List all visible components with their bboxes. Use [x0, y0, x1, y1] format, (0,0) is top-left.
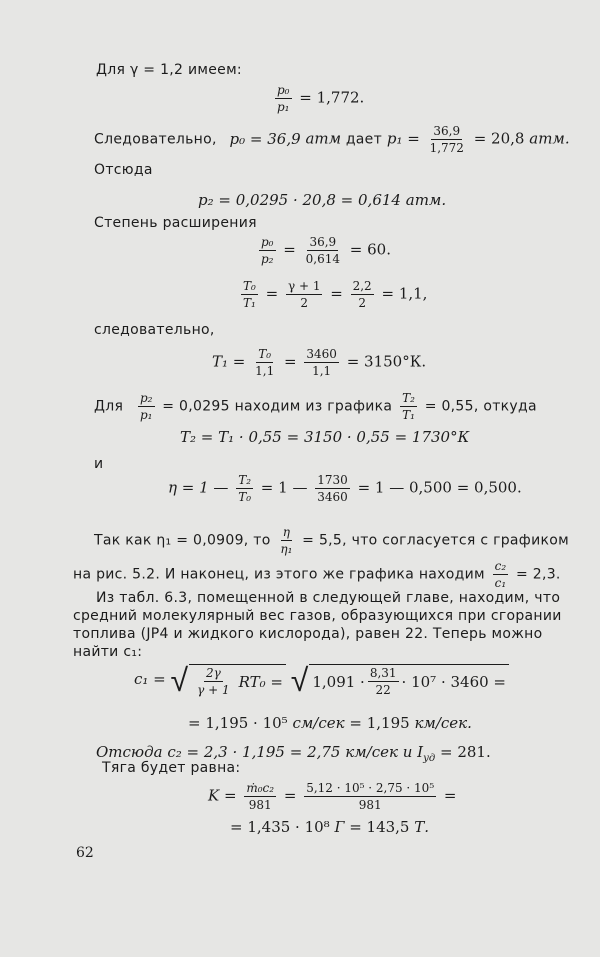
and-line: и — [94, 456, 104, 472]
para2-n: c₂ — [494, 559, 507, 573]
eq12-d1: 981 — [248, 798, 272, 812]
line2-den: 1,772 — [429, 141, 464, 155]
line2-gives: дает — [345, 131, 383, 148]
equation-thrust-result — [230, 818, 429, 836]
eq12-lhs: K = — [208, 786, 237, 805]
eq4-n3: 2,2 — [352, 279, 372, 293]
eq12-rhs: = — [443, 786, 457, 805]
eq4-d2: 2 — [300, 296, 309, 310]
eq8-d2: 3460 — [317, 490, 348, 504]
equation-thrust: K = $\frac{\text{ṁ₀c₂}}{981}$ = $\frac{\text{5,12 · 10⁵ · 2,75 · 10⁵}}{981}$ = — [208, 781, 457, 812]
line2-a: p₀ = 36,9 — [229, 129, 301, 148]
eq4-d3: 2 — [358, 296, 366, 310]
eq4-n2: γ + 1 — [287, 279, 321, 293]
line-p1-result — [94, 125, 570, 154]
eq2-unit: атм. — [405, 191, 447, 209]
eq8-mid: = 1 — — [260, 478, 308, 497]
line2-rhs: = 20,8 — [473, 129, 525, 148]
eq9-rt: RT₀ = — [238, 672, 283, 691]
line6-n1: p₂ — [140, 391, 153, 405]
eq12-n1: ṁ₀c₂ — [246, 781, 275, 795]
line6-dlya: Для — [94, 398, 124, 415]
eq5-d2: 1,1 — [312, 364, 332, 378]
equation-ratio-p0-p1 — [272, 84, 364, 113]
line6-rhs: = 0,55, откуда — [424, 398, 537, 415]
line11-a: Отсюда c₂ = 2,3 · 1,195 = 2,75 — [96, 743, 341, 761]
eq10-u1: см/сек — [292, 714, 345, 732]
sqrt-1: √ $\frac{2\gamma}{\gamma + 1}$ RT₀ = — [171, 664, 286, 696]
line2-word: Следовательно, — [94, 131, 217, 148]
line2-p1: p₁ = — [386, 129, 420, 148]
eq5-lhs: T₁ = — [212, 352, 246, 371]
eq3-d1: p₂ — [261, 252, 274, 266]
eq9-rd: γ + 1 — [197, 683, 230, 697]
eq9-rn: 2γ — [205, 666, 221, 680]
line2-num: 36,9 — [433, 124, 461, 138]
line6-n2: T₂ — [402, 391, 415, 405]
equation-p2 — [198, 191, 446, 209]
line11-c: = 281. — [440, 743, 491, 761]
paragraph-comparison-1 — [94, 526, 569, 555]
eq10-a: = 1,195 · 10⁵ — [188, 714, 288, 732]
para3-line-2: средний молекулярный вес газов, образующихся при сгорании — [73, 608, 562, 624]
eq8-rhs: = 1 — 0,500 = 0,500. — [357, 478, 522, 497]
para2-a: на рис. 5.2. И наконец, из этого же графика находим — [73, 566, 485, 583]
equation-t1: T₁ = $\frac{\text{T₀}}{1,1}$ = $\frac{3460}{1,1}$ = 3150°К. — [212, 347, 427, 378]
eq4-n1: T₀ — [243, 279, 256, 293]
eq5-d1: 1,1 — [255, 364, 275, 378]
eq5-rhs: = 3150°К. — [346, 352, 427, 371]
eq9-bt: · 10⁷ · 3460 = — [401, 672, 506, 691]
equation-efficiency — [168, 474, 522, 503]
eq8-n1: T₂ — [238, 473, 252, 487]
eq3-rhs: = 60. — [349, 240, 391, 259]
line6-d1: p₁ — [140, 408, 153, 422]
eq1-rhs: = 1,772. — [299, 88, 365, 107]
eq5-n1: T₀ — [258, 347, 272, 361]
sqrt-2: √ 1,091 · $\frac{8,31}{22}$ · 10⁷ · 3460 = — [291, 664, 509, 696]
eq3-n2: 36,9 — [309, 235, 337, 249]
para1-n: η — [282, 525, 290, 539]
equation-t2: T₂ = T₁ · 0,55 = 3150 · 0,55 = 1730°К — [180, 428, 470, 446]
eq12-n2: 5,12 · 10⁵ · 2,75 · 10⁵ — [306, 781, 435, 795]
eq8-d1: T₀ — [238, 490, 252, 504]
intro-line: Для γ = 1,2 имеем: — [96, 62, 242, 78]
eq13-b: = 143,5 — [349, 818, 410, 836]
para3-line-1: Из табл. 6.3, помещенной в следующей главе, находим, что — [96, 590, 561, 606]
line2-unit: атм — [305, 129, 342, 148]
line11-sub: уд — [423, 753, 436, 764]
equation-c1 — [134, 661, 509, 699]
eq13-u1: Г — [334, 818, 345, 836]
thrust-line: Тяга будет равна: — [102, 760, 241, 776]
para3-line-3: топлива (JP4 и жидкого кислорода), равен 22. Теперь можно — [73, 626, 543, 642]
line6-d2: T₁ — [402, 408, 415, 422]
eq5-n2: 3460 — [306, 347, 337, 361]
line11-b: и I — [402, 743, 424, 761]
line11-u: км/сек — [345, 743, 398, 761]
eq13-u2: Т. — [414, 818, 430, 836]
eq3-n1: p₀ — [261, 235, 274, 249]
para1-a: Так как η₁ = 0,0909, то — [94, 532, 271, 549]
para3-line-4: найти c₁: — [73, 644, 143, 660]
eq10-u2: км/сек. — [414, 714, 472, 732]
eq4-d1: T₁ — [243, 296, 256, 310]
para2-d: c₁ — [494, 576, 507, 590]
eq1-num: p₀ — [277, 83, 290, 97]
otsyuda-line: Отсюда — [94, 162, 153, 178]
eq9-bn: 8,31 — [369, 666, 397, 680]
eq9-bd: 22 — [375, 683, 391, 697]
sledovatelno-line: следовательно, — [94, 322, 215, 338]
equation-c1-result — [188, 714, 472, 732]
equation-expansion-ratio: $\frac{\text{p₀}}{\text{p₂}}$ = $\frac{36,9}{0,614}$ = 60. — [261, 235, 391, 266]
eq13-a: = 1,435 · 10⁸ — [230, 818, 330, 836]
page-number: 62 — [76, 845, 94, 861]
eq1-den: p₁ — [277, 100, 290, 114]
para1-d: η₁ — [280, 542, 293, 556]
eq3-d2: 0,614 — [305, 252, 340, 266]
eq4-rhs: = 1,1, — [381, 284, 428, 303]
para2-b: = 2,3. — [515, 566, 561, 583]
eq10-b: = 1,195 — [349, 714, 410, 732]
para1-b: = 5,5, что согласуется с графиком — [302, 532, 569, 549]
eq12-d2: 981 — [358, 798, 382, 812]
eq8-lhs: η = 1 — — [168, 478, 229, 497]
equation-temperature-ratio: $\frac{\text{T₀}}{\text{T₁}}$ = $\frac{\gamma + 1}{2}$ = $\frac{2,2}{2}$ = 1,1, — [243, 279, 428, 310]
line6-mid: = 0,0295 находим из графика — [162, 398, 393, 415]
line-graph-lookup — [94, 392, 537, 421]
eq8-n2: 1730 — [317, 473, 348, 487]
expansion-line: Степень расширения — [94, 215, 257, 231]
line2-unit2: атм. — [529, 129, 570, 148]
eq2-lhs: p₂ = 0,0295 · 20,8 = 0,614 — [198, 191, 401, 209]
eq9-lhs: c₁ = — [134, 670, 166, 688]
eq9-b: 1,091 · — [312, 672, 365, 691]
paragraph-comparison-2 — [73, 560, 561, 589]
